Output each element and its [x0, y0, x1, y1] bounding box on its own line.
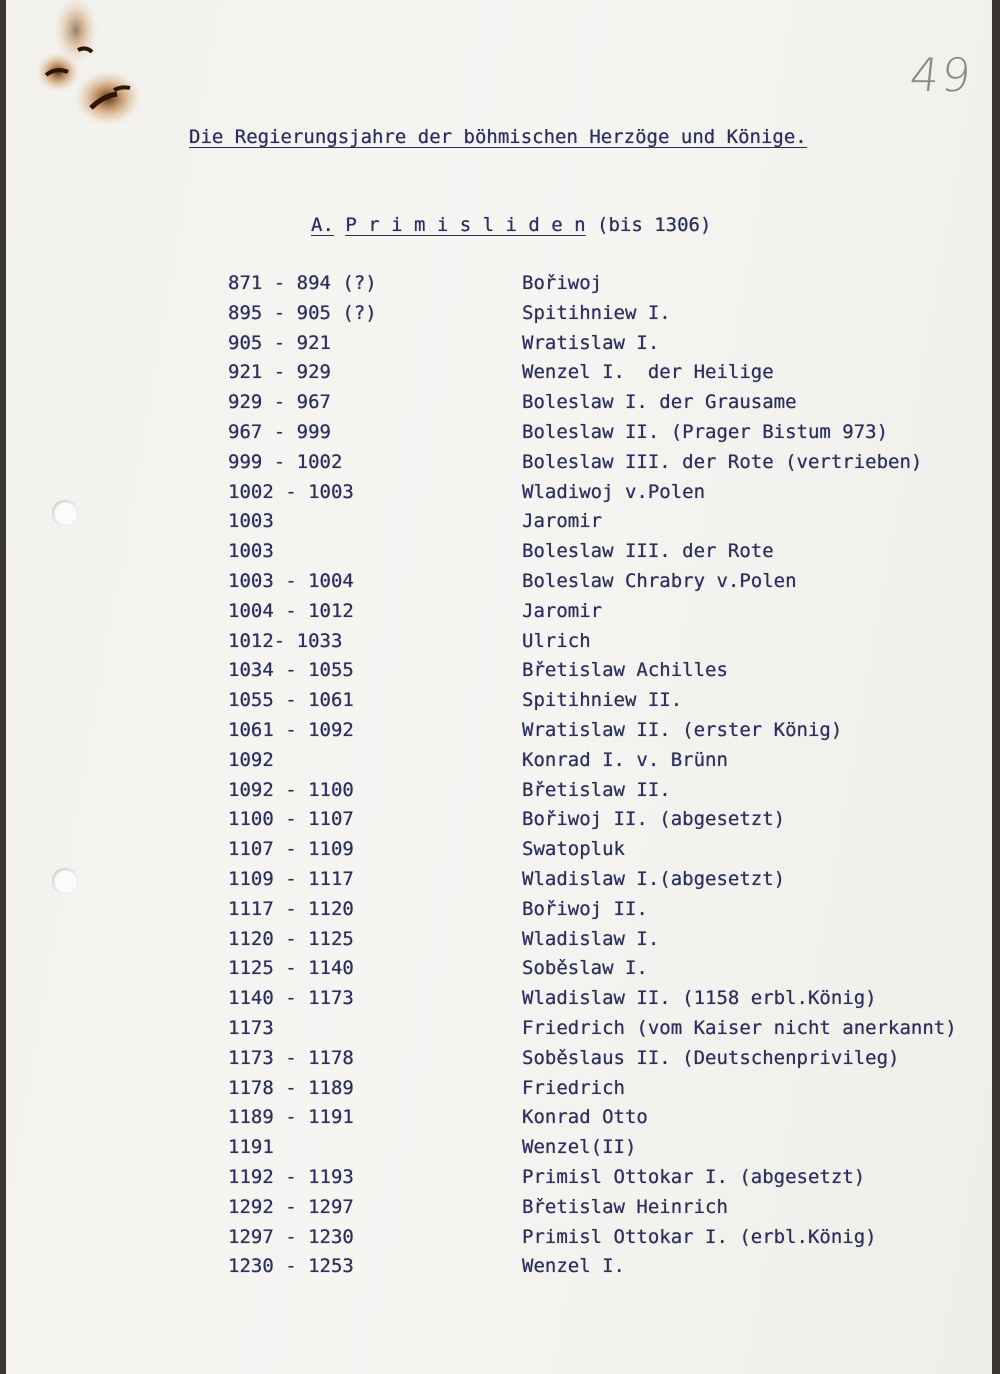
- ruler-name: Soběslaw I.: [522, 957, 648, 980]
- reign-years: 905 - 921: [228, 331, 331, 354]
- reign-row: [6, 361, 992, 391]
- reign-years: 1125 - 1140: [228, 957, 354, 980]
- reign-years: 1004 - 1012: [228, 599, 354, 622]
- reign-years: 1061 - 1092: [228, 718, 354, 741]
- ruler-name: Soběslaus II. (Deutschenprivileg): [522, 1046, 900, 1069]
- reign-years: 1297 - 1230: [228, 1225, 354, 1248]
- reign-row: [6, 451, 992, 481]
- ruler-name: Primisl Ottokar I. (erbl.König): [522, 1225, 877, 1248]
- ruler-name: Wenzel I.: [522, 1255, 625, 1278]
- reign-years: 1107 - 1109: [228, 838, 354, 861]
- ruler-name: Friedrich: [522, 1076, 625, 1099]
- ruler-name: Wladislaw I.: [522, 927, 660, 950]
- ruler-name: Boleslaw III. der Rote (vertrieben): [522, 450, 923, 473]
- ruler-name: Bořiwoj II.: [522, 897, 648, 920]
- section-letter: A.: [311, 214, 334, 236]
- reign-row: [6, 1136, 992, 1166]
- reign-years: 1120 - 1125: [228, 927, 354, 950]
- reign-row: [6, 1077, 992, 1107]
- ruler-name: Wenzel I. der Heilige: [522, 361, 774, 384]
- document-title: Die Regierungsjahre der böhmischen Herzöge und Könige.: [189, 126, 807, 148]
- ruler-name: Boleslaw I. der Grausame: [522, 391, 797, 414]
- reign-years: 1003 - 1004: [228, 569, 354, 592]
- ruler-name: Boleslaw III. der Rote: [522, 540, 774, 563]
- ruler-name: Boleslaw II. (Prager Bistum 973): [522, 420, 889, 443]
- section-name: P r i m i s l i d e n: [345, 214, 586, 236]
- reign-years: 1230 - 1253: [228, 1255, 354, 1278]
- reign-years: 1189 - 1191: [228, 1106, 354, 1129]
- reign-row: [6, 898, 992, 928]
- ruler-name: Wenzel(II): [522, 1136, 637, 1159]
- reign-list: [6, 272, 992, 1285]
- reign-row: [6, 272, 992, 302]
- reign-years: 1100 - 1107: [228, 808, 354, 831]
- reign-years: 967 - 999: [228, 420, 331, 443]
- ruler-name: Friedrich (vom Kaiser nicht anerkannt): [522, 1016, 957, 1039]
- section-note: (bis 1306): [597, 214, 712, 236]
- reign-years: 895 - 905 (?): [228, 301, 377, 324]
- reign-row: [6, 1196, 992, 1226]
- reign-row: [6, 689, 992, 719]
- reign-row: [6, 838, 992, 868]
- reign-row: [6, 1166, 992, 1196]
- reign-row: [6, 987, 992, 1017]
- reign-years: 1191: [228, 1136, 274, 1159]
- section-heading: [311, 214, 711, 236]
- reign-years: 1173: [228, 1016, 274, 1039]
- ruler-name: Wratislaw I.: [522, 331, 660, 354]
- ruler-name: Wladislaw II. (1158 erbl.König): [522, 987, 877, 1010]
- reign-years: 999 - 1002: [228, 450, 343, 473]
- reign-row: [6, 749, 992, 779]
- reign-years: 871 - 894 (?): [228, 272, 377, 294]
- reign-years: 1292 - 1297: [228, 1195, 354, 1218]
- reign-row: [6, 808, 992, 838]
- ruler-name: Břetislaw Heinrich: [522, 1195, 728, 1218]
- ruler-name: Břetislaw Achilles: [522, 659, 728, 682]
- reign-years: 1140 - 1173: [228, 987, 354, 1010]
- reign-row: [6, 957, 992, 987]
- reign-row: [6, 1226, 992, 1256]
- reign-years: 1002 - 1003: [228, 480, 354, 503]
- reign-row: [6, 302, 992, 332]
- ruler-name: Ulrich: [522, 629, 591, 652]
- reign-row: [6, 421, 992, 451]
- reign-row: [6, 510, 992, 540]
- ruler-name: Jaromir: [522, 599, 603, 622]
- reign-years: 1055 - 1061: [228, 689, 354, 712]
- ruler-name: Bořiwoj II. (abgesetzt): [522, 808, 786, 831]
- reign-years: 1173 - 1178: [228, 1046, 354, 1069]
- page-number: 49: [907, 48, 976, 102]
- ruler-name: Spitihniew II.: [522, 689, 683, 712]
- reign-row: [6, 928, 992, 958]
- burn-mark: [16, 0, 166, 140]
- reign-row: [6, 719, 992, 749]
- ruler-name: Konrad Otto: [522, 1106, 648, 1129]
- ruler-name: Swatopluk: [522, 838, 625, 861]
- reign-row: [6, 868, 992, 898]
- reign-row: [6, 1047, 992, 1077]
- reign-years: 1192 - 1193: [228, 1165, 354, 1188]
- ruler-name: Primisl Ottokar I. (abgesetzt): [522, 1165, 866, 1188]
- reign-row: [6, 391, 992, 421]
- reign-years: 1092 - 1100: [228, 778, 354, 801]
- reign-row: [6, 1106, 992, 1136]
- reign-years: 1003: [228, 510, 274, 533]
- reign-row: [6, 600, 992, 630]
- ruler-name: Wratislaw II. (erster König): [522, 718, 843, 741]
- ruler-name: Břetislaw II.: [522, 778, 671, 801]
- reign-years: 1178 - 1189: [228, 1076, 354, 1099]
- ruler-name: Wladislaw I.(abgesetzt): [522, 867, 786, 890]
- ruler-name: Spitihniew I.: [522, 301, 671, 324]
- reign-years: 1092: [228, 748, 274, 771]
- reign-years: 1034 - 1055: [228, 659, 354, 682]
- reign-years: 1117 - 1120: [228, 897, 354, 920]
- reign-row: [6, 1255, 992, 1285]
- reign-row: [6, 570, 992, 600]
- ruler-name: Jaromir: [522, 510, 603, 533]
- reign-years: 929 - 967: [228, 391, 331, 414]
- reign-years: 1012- 1033: [228, 629, 343, 652]
- reign-years: 1109 - 1117: [228, 867, 354, 890]
- reign-row: [6, 1017, 992, 1047]
- ruler-name: Wladiwoj v.Polen: [522, 480, 706, 503]
- ruler-name: Boleslaw Chrabry v.Polen: [522, 569, 797, 592]
- reign-row: [6, 540, 992, 570]
- reign-row: [6, 630, 992, 660]
- ruler-name: Bořiwoj: [522, 272, 603, 294]
- reign-years: 921 - 929: [228, 361, 331, 384]
- ruler-name: Konrad I. v. Brünn: [522, 748, 728, 771]
- reign-row: [6, 332, 992, 362]
- document-page: [6, 0, 992, 1374]
- reign-row: [6, 659, 992, 689]
- reign-row: [6, 481, 992, 511]
- reign-years: 1003: [228, 540, 274, 563]
- reign-row: [6, 779, 992, 809]
